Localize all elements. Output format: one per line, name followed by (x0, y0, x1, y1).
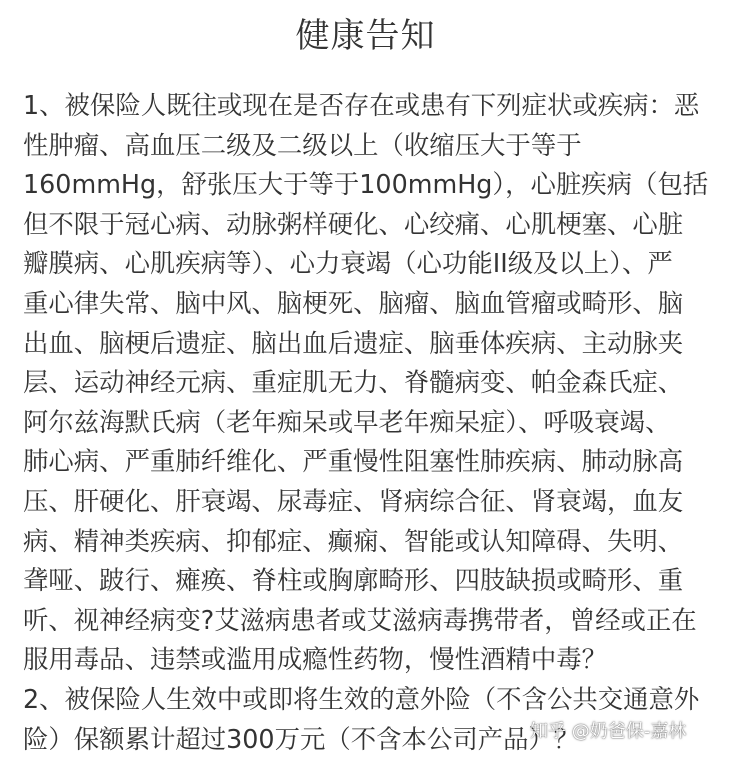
text-line: 听、视神经病变?艾滋病患者或艾滋病毒携带者，曾经或正在 (23, 604, 697, 635)
text-line: 层、运动神经元病、重症肌无力、脊髓病变、帕金森氏症、 (23, 367, 684, 398)
text-line: 性肿瘤、高血压二级及二级以上（收缩压大于等于 (23, 129, 582, 160)
text-line: 2、被保险人生效中或即将生效的意外险（不含公共交通意外 (23, 683, 700, 714)
text-line: 压、肝硬化、肝衰竭、尿毒症、肾病综合征、肾衰竭，血友 (23, 485, 684, 516)
text-line: 服用毒品、违禁或滥用成瘾性药物，慢性酒精中毒？ (23, 644, 607, 675)
text-line: 聋哑、跛行、瘫痪、脊柱或胸廓畸形、四肢缺损或畸形、重 (23, 565, 684, 596)
text-line: 阿尔兹海默氏病（老年痴呆或早老年痴呆症）、呼吸衰竭、 (23, 406, 671, 437)
text-line: 肺心病、严重肺纤维化、严重慢性阻塞性肺疾病、肺动脉高 (23, 446, 684, 477)
page-title: 健康告知 (295, 16, 436, 56)
text-line: 出血、脑梗后遗症、脑出血后遗症、脑垂体疾病、主动脉夹 (23, 327, 684, 358)
text-line: 重心律失常、脑中风、脑梗死、脑瘤、脑血管瘤或畸形、脑 (23, 287, 684, 318)
watermark: 知乎 @奶爸保-嘉林 (530, 721, 687, 742)
text-line: 瓣膜病、心肌疾病等）、心力衰竭（心功能II级及以上）、严 (23, 248, 673, 279)
text-line: 病、精神类疾病、抑郁症、癫痫、智能或认知障碍、失明、 (23, 525, 684, 556)
text-line: 险）保额累计超过300万元（不含本公司产品）？ (23, 723, 580, 754)
text-line: 1、被保险人既往或现在是否存在或患有下列症状或疾病：恶 (23, 90, 700, 120)
text-line: 160mmHg，舒张压大于等于100mmHg），心脏疾病（包括 (23, 169, 709, 200)
disclosure-body (23, 86, 713, 759)
text-line: 但不限于冠心病、动脉粥样硬化、心绞痛、心肌梗塞、心脏 (23, 208, 684, 239)
